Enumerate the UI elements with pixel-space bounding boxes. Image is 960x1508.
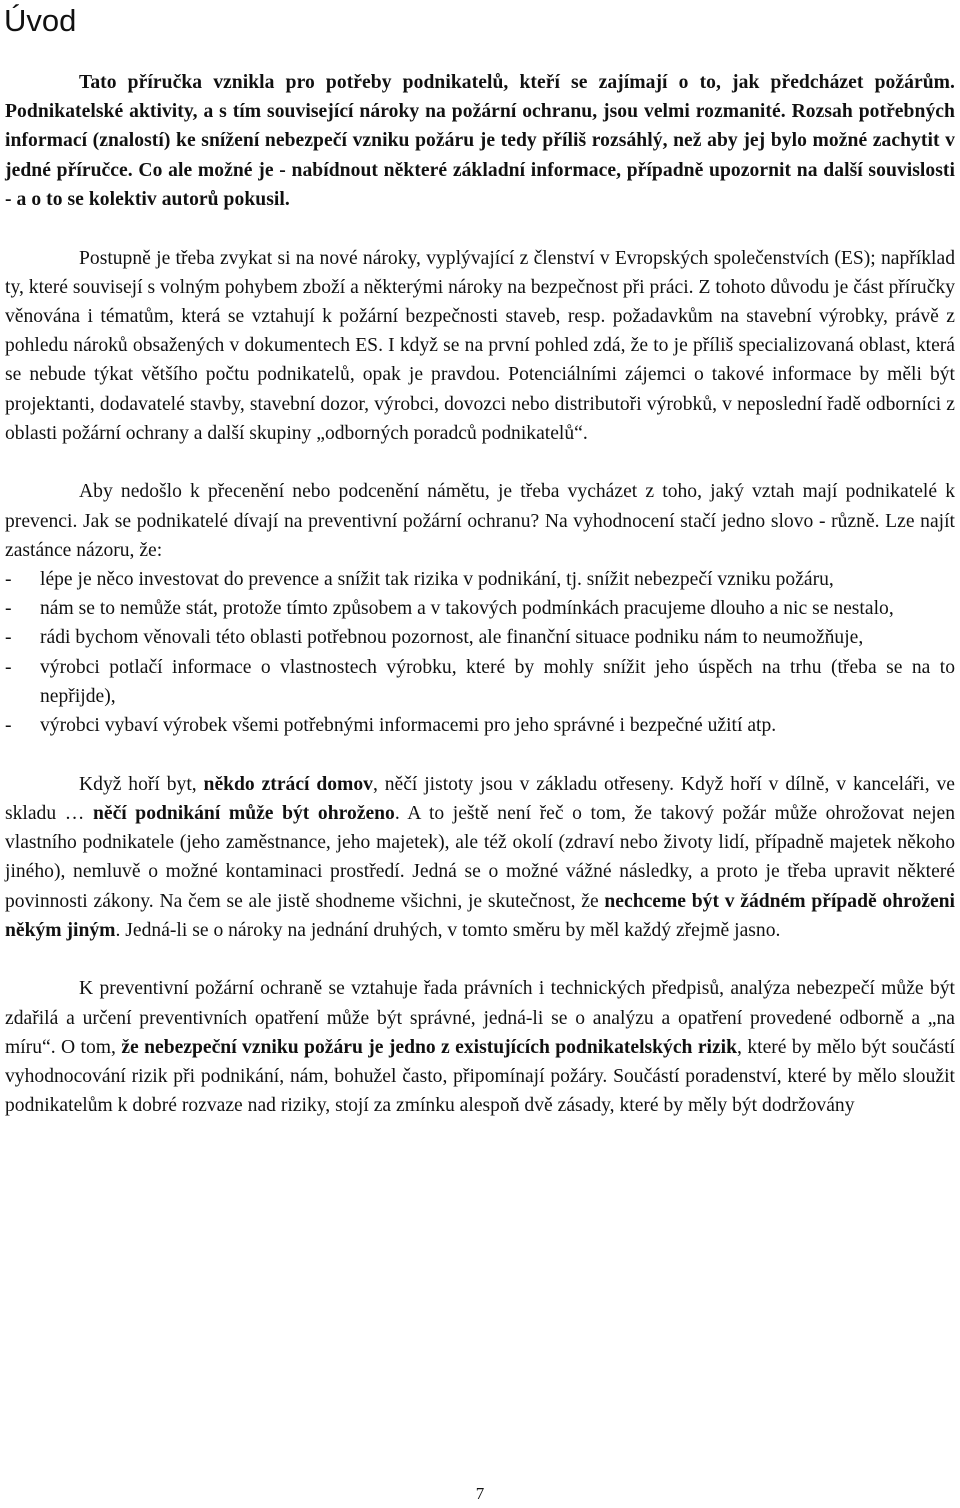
text-run: , které by mělo být součástí vyhodnocování rizik při podnikání, nám, bohužel často, připomínají požáry. Součástí poradenství, které by mělo sloužit podnikatelům k dobré rozvaze nad riziky, stojí za zmínku alespoň dvě zásady, které by měly být dodržovány <box>5 1036 956 1117</box>
text-run: . A to ještě není řeč o tom, že takový požár může ohrožovat nejen vlastního podnikatele (jeho zaměstnance, jeho majetek), ale též okolí (zdraví nebo životy lidí, případně majetek někoho jiného), nemluvě o možné kontaminaci prostředí. Jedná se o možné vážné následky, a proto je třeba upravit některé povinnosti zákony. Na čem se ale jistě shodneme všichni, je skutečnost, že <box>5 802 956 912</box>
list-item <box>5 653 955 711</box>
paragraph-spacer <box>5 740 955 770</box>
list-item <box>5 623 955 652</box>
emphasis-text: že nebezpeční vzniku požáru je jedno z existujících podnikatelských rizik <box>121 1036 738 1058</box>
regulations-paragraph <box>5 974 955 1120</box>
prevention-paragraph: Aby nedošlo k přecenění nebo podcenění námětu, je třeba vycházet z toho, jaký vztah mají podnikatelé k prevenci. Jak se podnikatelé dívají na preventivní požární ochranu? Na vyhodnocení stačí jedno slovo - různě. Lze najít zastánce názoru, že: <box>5 481 955 561</box>
list-item-text: výrobci vybaví výrobek všemi potřebnými informacemi pro jeho správné i bezpečné užití atp. <box>40 715 777 737</box>
list-dash: - <box>5 627 12 649</box>
intro-paragraph: Tato příručka vznikla pro potřeby podnikatelů, kteří se zajímají o to, jak předcházet požárům. Podnikatelské aktivity, a s tím související nároky na požární ochranu, jsou velmi rozmanité. Rozsah potřebných informací (znalostí) ke snížení nebezpečí vzniku požáru je tedy příliš rozsáhlý, než aby jej bylo možné zachytit v jedné příručce. Co ale možné je - nabídnout některé základní informace, případně upozornit na další souvislosti - a o to se kolektiv autorů pokusil. <box>5 72 955 210</box>
list-item-text: výrobci potlačí informace o vlastnostech výrobku, které by mohly snížit jeho úspěch na trhu (třeba se na to nepřijde), <box>40 656 955 707</box>
text-run: Když hoří byt, <box>79 773 204 795</box>
emphasis-text: něčí podnikání může být ohroženo <box>92 802 395 824</box>
list-item-text: rádi bychom věnovali této oblasti potřebnou pozornost, ale finanční situace podniku nám to neumožňuje, <box>40 627 864 649</box>
page-title: Úvod <box>4 3 77 38</box>
text-run: . Jedná-li se o nároky na jednání druhých, v tomto směru by měl každý zřejmě jasno. <box>115 919 781 941</box>
opinion-list <box>5 565 955 740</box>
es-paragraph: Postupně je třeba zvykat si na nové nároky, vyplývající z členství v Evropských společenstvích (ES); například ty, které souvisejí s volným pohybem zboží a některými nároky na bezpečnost při práci. Z tohoto důvodu je část příručky věnována i tématům, která se vztahují k požární bezpečnosti staveb, resp. požadavkům na stavební výrobky, právě z pohledu nároků obsažených v dokumentech ES. I když se na první pohled zdá, že to je příliš specializovaná oblast, která se nebude týkat většího počtu podnikatelů, opak je pravdou. Potenciálními zájemci o takové informace by měli být projektanti, dodavatelé stavby, stavební dozor, výrobci, dovozci nebo distributoři výrobků, v neposlední řadě odborníci z oblasti požární ochrany a další skupiny „odborných poradců podnikatelů“. <box>5 247 955 444</box>
paragraph-spacer <box>5 945 955 975</box>
fire-consequences-paragraph <box>5 770 955 945</box>
list-item <box>5 565 955 594</box>
list-dash: - <box>5 656 12 678</box>
list-dash: - <box>5 569 12 591</box>
list-dash: - <box>5 715 12 737</box>
paragraph-spacer <box>5 448 955 478</box>
emphasis-text: někdo ztrácí domov <box>203 773 373 795</box>
list-item-text: lépe je něco investovat do prevence a snížit tak rizika v podnikání, tj. snížit nebezpečí vzniku požáru, <box>40 569 834 591</box>
list-dash: - <box>5 598 12 620</box>
list-item <box>5 711 955 740</box>
text-run: , něčí jistoty jsou v základu otřeseny. Když hoří v dílně, v kanceláři, ve skladu … <box>5 773 955 824</box>
text-run: K preventivní požární ochraně se vztahuje řada právních i technických předpisů, analýza nebezpečí může být zdařilá a určení preventivních opatření může být správné, jedná-li se o analýzu a opatření provedené odborně a „na míru“. O tom, <box>5 978 955 1058</box>
list-item-text: nám se to nemůže stát, protože tímto způsobem a v takových podmínkách pracujeme dlouho a nic se nestalo, <box>40 598 894 620</box>
document-body <box>5 68 955 1121</box>
emphasis-text: nechceme být v žádném případě ohroženi někým jiným <box>5 890 955 941</box>
page-number: 7 <box>475 1484 485 1503</box>
list-item <box>5 594 955 623</box>
paragraph-spacer <box>5 214 955 244</box>
